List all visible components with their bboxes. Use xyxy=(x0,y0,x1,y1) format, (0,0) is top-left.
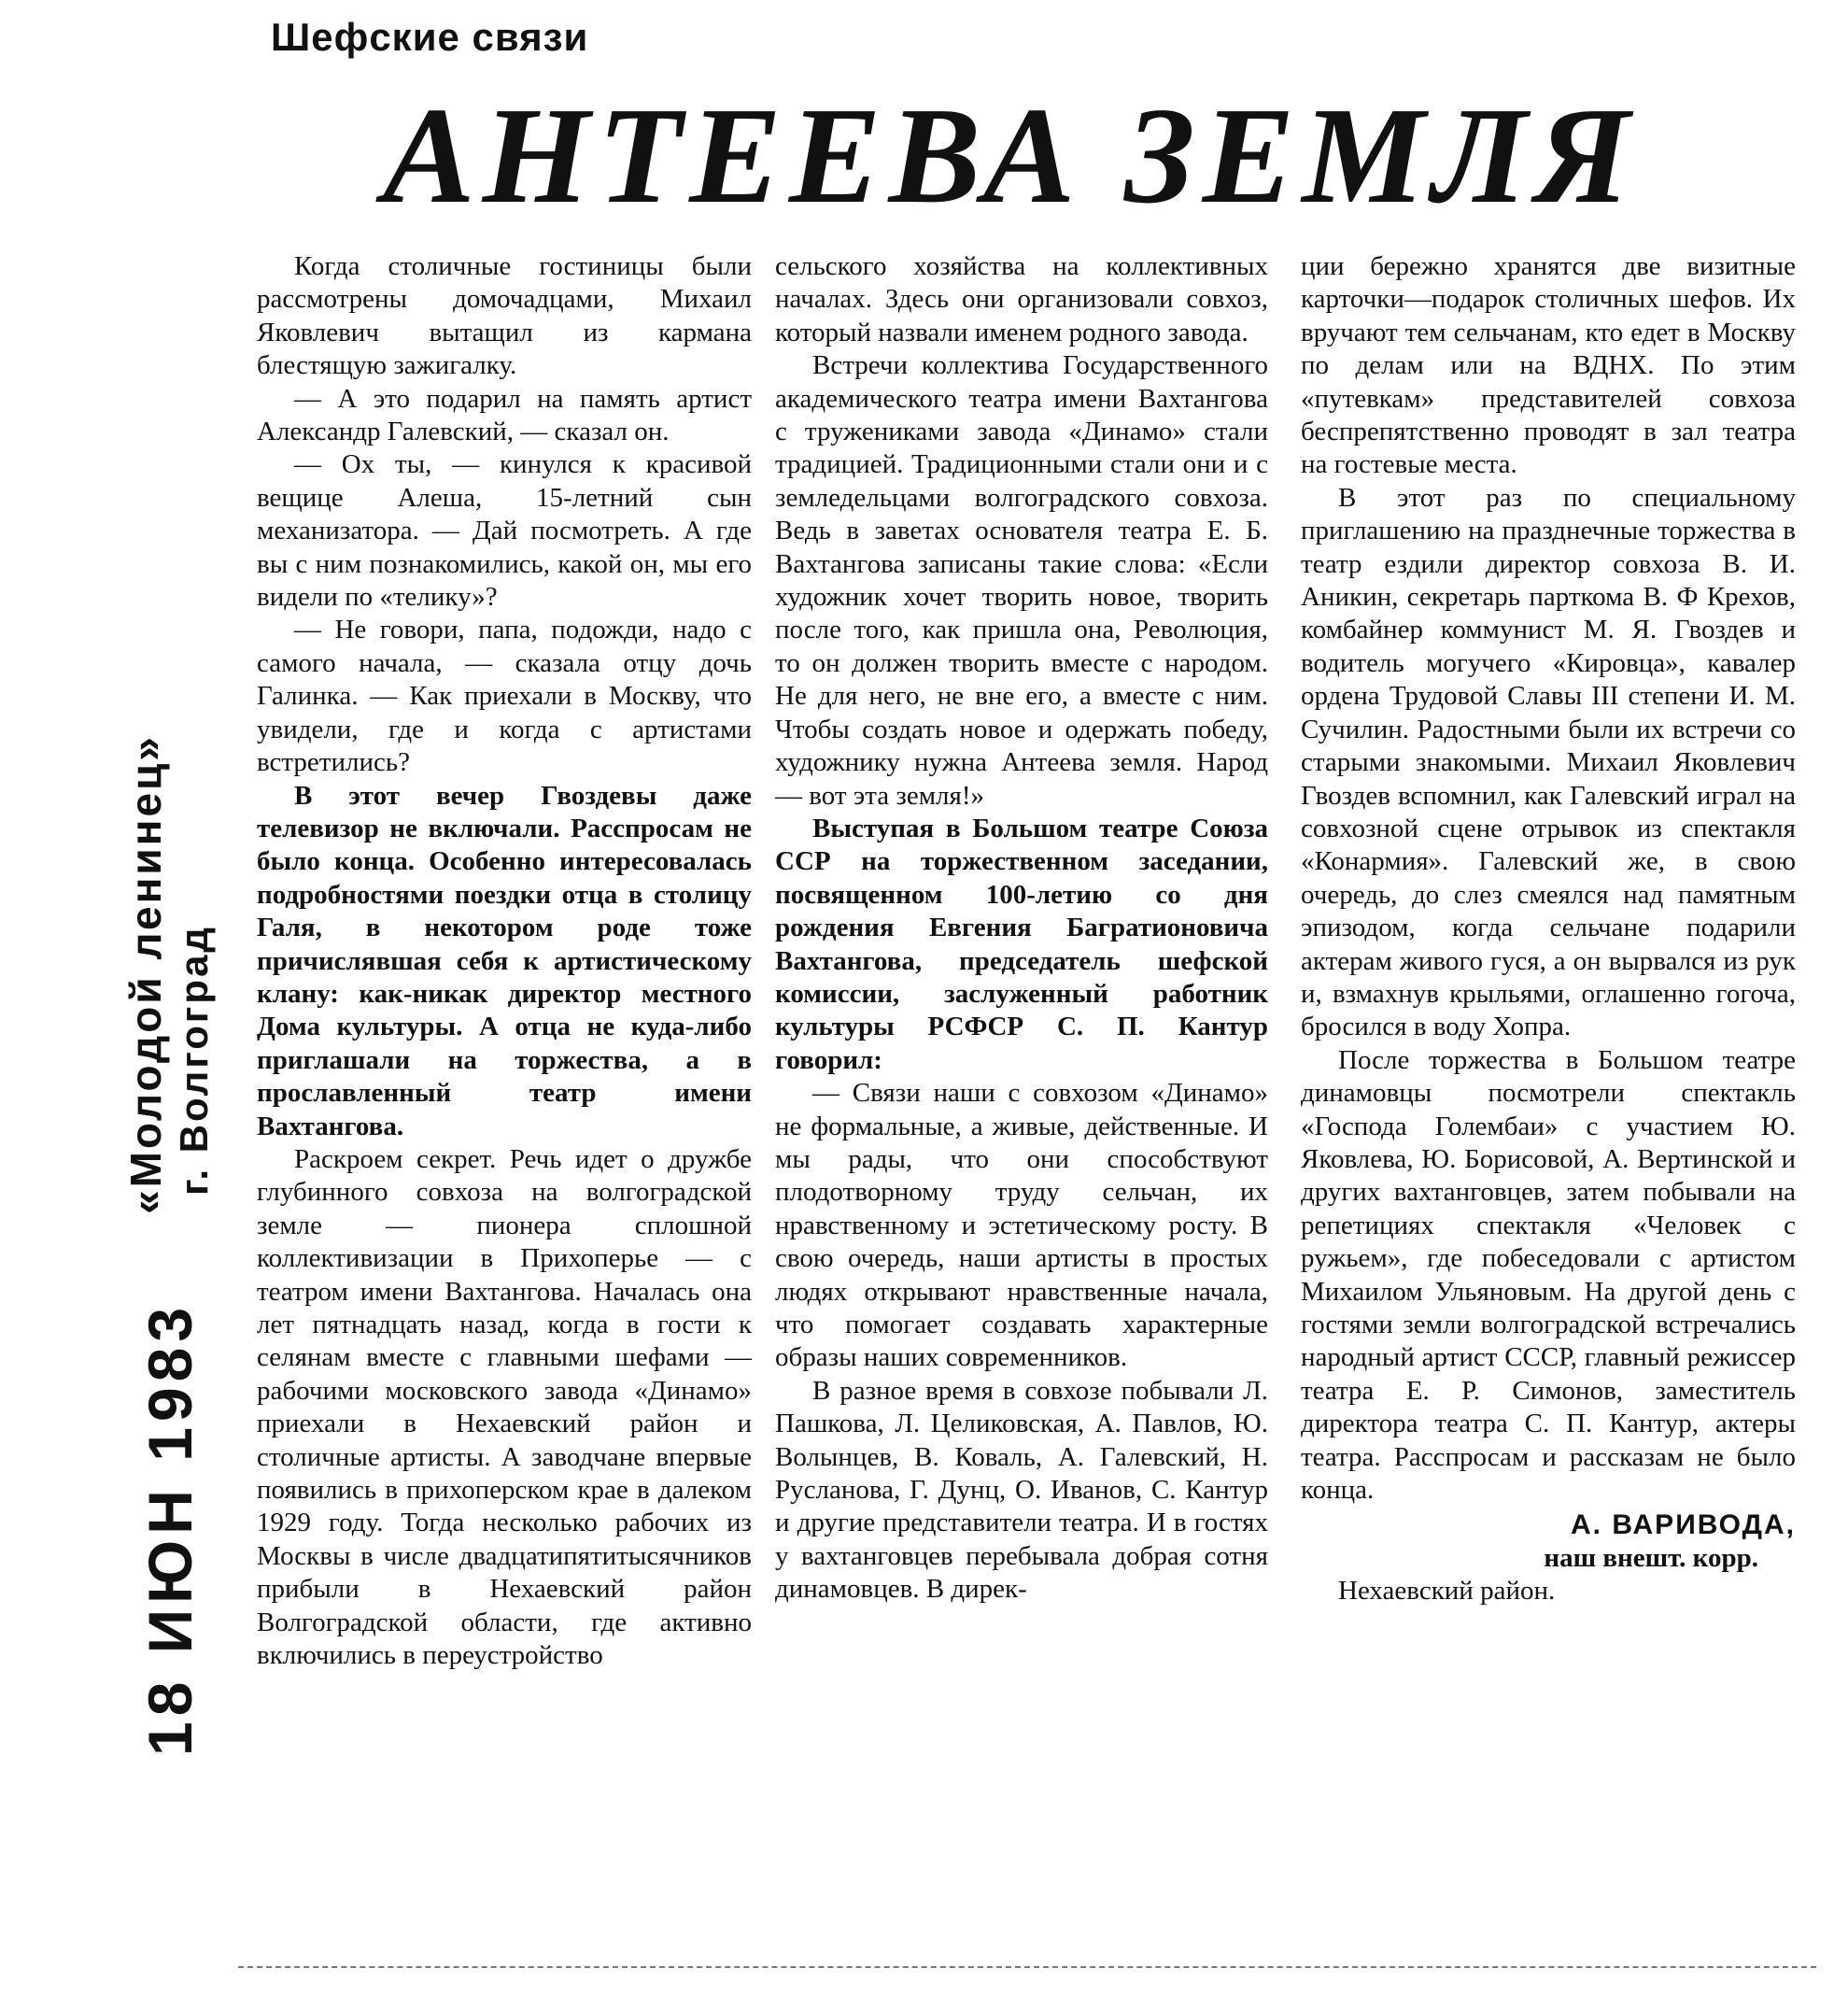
author-name: А. ВАРИВОДА, xyxy=(1571,1509,1796,1541)
paragraph: В разное время в совхозе побывали Л. Пашкова, Л. Целиковская, А. Павлов, Ю. Волынцев, В. Коваль, А. Галевский, Н. Русланова, Г. Дунц, О. Иванов, С. Кантур и другие представители театра. И в гостях у вахтанговцев перебывала добрая сотня динамовцев. В дирек- xyxy=(775,1375,1268,1605)
paragraph: Встречи коллектива Государственного академического театра имени Вахтангова с тружениками завода «Динамо» стали традицией. Традиционными стали они и с земледельцами волгоградского совхоза. Ведь в заветах основателя театра Е. Б. Вахтангова записаны такие слова: «Если художник хочет творить новое, творить после того, как пришла она, Революция, то он должен творить вместе с народом. Не для него, не вне его, а вместе с ним. Чтобы создать новое и одержать победу, художнику нужна Антеева земля. Народ — вот эта земля!» xyxy=(775,350,1268,811)
paragraph: Раскроем секрет. Речь идет о дружбе глубинного совхоза на волгоградской земле — пионера сплошной коллективизации в Прихоперье — с театром имени Вахтангова. Началась она лет пятнадцать назад, когда в гости к селянам вместе с главными шефами — рабочими московского завода «Динамо» приехали в Нехаевский район и столичные артисты. А заводчане впервые появились в прихоперском крае в далеком 1929 году. Тогда несколько рабочих из Москвы в числе двадцатипятитысячников прибыли в Нехаевский район Волгоградской области, где активно включились в переустройство xyxy=(257,1143,752,1671)
stamp-newspaper xyxy=(121,734,219,1214)
rubric: Шефские связи xyxy=(271,15,589,59)
article-column-1 xyxy=(257,250,752,1672)
stamp-date: 18 ИЮН 1983 xyxy=(135,1301,205,1756)
author-role: наш внешт. корр. xyxy=(1544,1542,1758,1573)
signature xyxy=(1301,1508,1796,1575)
bottom-rule xyxy=(238,1966,1816,1968)
paragraph: — Ох ты, — кинулся к красивой вещице Алеша, 15-летний сын механизатора. — Дай посмотреть. А где вы с ним познакомились, какой он, мы его видели по «телику»? xyxy=(257,449,752,613)
paragraph: — Связи наши с совхозом «Динамо» не формальные, а живые, действенные. И мы рады, что они способствуют плодотворному труду сельчан, их нравственному и эстетическому росту. В свою очередь, наши артисты в простых людях открывают нравственные начала, что помогает создавать характерные образы наших современников. xyxy=(775,1078,1268,1373)
paragraph: Когда столичные гостиницы были рассмотрены домочадцами, Михаил Яковлевич вытащил из кармана блестящую зажигалку. xyxy=(257,251,752,381)
paragraph: После торжества в Большом театре динамовцы посмотрели спектакль «Господа Голембаи» с участием Ю. Яковлева, Ю. Борисовой, А. Вертинской и других вахтанговцев, затем побывали на репетициях спектакля «Человек с ружьем», где побеседовали с артистом Михаилом Ульяновым. На другой день с гостями земли волгоградской встречались народный артист СССР, главный режиссер театра Е. Р. Симонов, заместитель директора театра С. П. Кантур, актеры театра. Расспросам и рассказам не было конца. xyxy=(1301,1044,1796,1506)
article-column-2 xyxy=(775,250,1268,1607)
paragraph: Выступая в Большом театре Союза ССР на торжественном заседании, посвященном 100-летию со дня рождения Евгения Багратионовича Вахтангова, председатель шефской комиссии, заслуженный работник культуры РСФСР С. П. Кантур говорил: xyxy=(775,813,1268,1075)
paragraph: В этот раз по специальному приглашению на празднечные торжества в театр ездили директор совхоза В. И. Аникин, секретарь парткома В. Ф Крехов, комбайнер коммунист М. Я. Гвоздев и водитель могучего «Кировца», кавалер ордена Трудовой Славы III степени И. М. Сучилин. Радостными были их встречи со старыми знакомыми. Михаил Яковлевич Гвоздев вспомнил, как Галевский играл на совхозной сцене отрывок из спектакля «Конармия». Галевский же, в свою очередь, до слез смеялся над памятным эпизодом, когда сельчане подарили актерам живого гуся, а он вырвался из рук и, взмахнув крыльями, оглашенно гогоча, бросился в воду Хопра. xyxy=(1301,482,1796,1042)
dateline-place: Нехаевский район. xyxy=(1338,1576,1556,1607)
article-column-3 xyxy=(1301,250,1796,1608)
paragraph: сельского хозяйства на коллективных началах. Здесь они организовали совхоз, который назвали именем родного завода. xyxy=(775,251,1268,347)
stamp-newspaper-name: «Молодой ленинец» xyxy=(121,734,170,1214)
paragraph: — А это подарил на память артист Александр Галевский, — сказал он. xyxy=(257,383,752,447)
paragraph: В этот вечер Гвоздевы даже телевизор не включали. Расспросам не было конца. Особенно интересовалась подробностями поездки отца в столицу Галя, в некотором роде тоже причислявшая себя к артистическому клану: как-никак директор местного Дома культуры. А отца не куда-либо приглашали на торжества, а в прославленный театр имени Вахтангова. xyxy=(257,780,752,1141)
headline: АНТЕЕВА ЗЕМЛЯ xyxy=(383,79,1638,233)
archive-stamp xyxy=(121,734,219,1756)
stamp-city: г. Волгоград xyxy=(172,924,216,1196)
paragraph: — Не говори, папа, подожди, надо с самого начала, — сказала отцу дочь Галинка. — Как приехали в Москву, что увидели, где и когда с артистами встретились? xyxy=(257,615,752,778)
paragraph: ции бережно хранятся две визитные карточки—подарок столичных шефов. Их вручают тем сельчанам, кто едет в Москву по делам или на ВДНХ. По этим «путевкам» представителей совхоза беспрепятственно проводят в зал театра на гостевые места. xyxy=(1301,251,1796,480)
